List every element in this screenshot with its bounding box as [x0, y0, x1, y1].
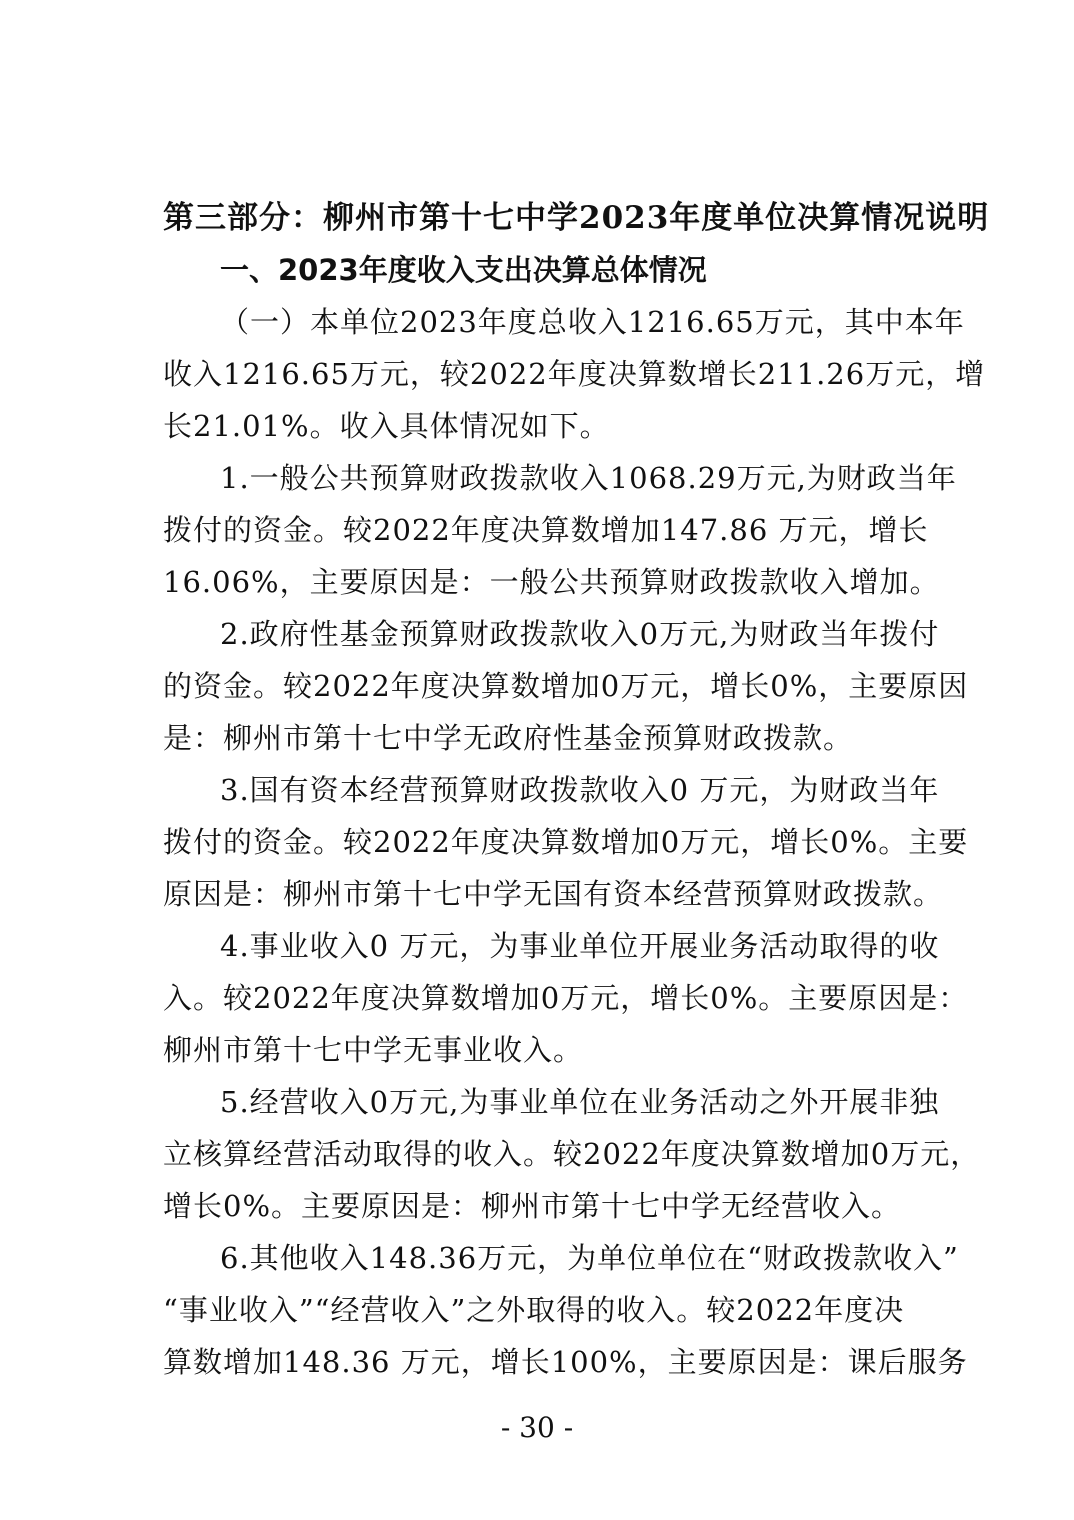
paragraph-line: （一）本单位2023年度总收入1216.65万元，其中本年 [220, 305, 965, 339]
section-heading: 一、2023年度收入支出决算总体情况 [220, 253, 707, 287]
paragraph-line: 4.事业收入0 万元，为事业单位开展业务活动取得的收 [220, 929, 940, 963]
paragraph-line: 5.经营收入0万元,为事业单位在业务活动之外开展非独 [220, 1085, 940, 1119]
paragraph-line: 入。较2022年度决算数增加0万元，增长0%。主要原因是： [163, 981, 969, 1015]
paragraph-line: 增长0%。主要原因是：柳州市第十七中学无经营收入。 [163, 1189, 902, 1223]
paragraph-line: “事业收入”“经营收入”之外取得的收入。较2022年度决 [163, 1293, 905, 1327]
paragraph-line: 的资金。较2022年度决算数增加0万元，增长0%，主要原因 [163, 669, 969, 703]
paragraph-line: 原因是：柳州市第十七中学无国有资本经营预算财政拨款。 [163, 877, 944, 911]
paragraph-line: 拨付的资金。较2022年度决算数增加0万元，增长0%。主要 [163, 825, 969, 859]
paragraph-line: 1.一般公共预算财政拨款收入1068.29万元,为财政当年 [220, 461, 957, 495]
paragraph-line: 长21.01%。收入具体情况如下。 [163, 409, 610, 443]
paragraph-line: 3.国有资本经营预算财政拨款收入0 万元，为财政当年 [220, 773, 940, 807]
paragraph-line: 收入1216.65万元，较2022年度决算数增长211.26万元，增 [163, 357, 986, 391]
paragraph-line: 6.其他收入148.36万元，为单位单位在“财政拨款收入” [220, 1241, 959, 1275]
paragraph-line: 柳州市第十七中学无事业收入。 [163, 1033, 584, 1067]
paragraph-line: 是：柳州市第十七中学无政府性基金预算财政拨款。 [163, 721, 854, 755]
paragraph-line: 2.政府性基金预算财政拨款收入0万元,为财政当年拨付 [220, 617, 940, 651]
paragraph-line: 算数增加148.36 万元，增长100%，主要原因是：课后服务 [163, 1345, 968, 1379]
page-number: - 30 - [500, 1411, 574, 1444]
paragraph-line: 立核算经营活动取得的收入。较2022年度决算数增加0万元， [163, 1137, 981, 1171]
paragraph-line: 拨付的资金。较2022年度决算数增加147.86 万元，增长 [163, 513, 929, 547]
document-title: 第三部分：柳州市第十七中学2023年度单位决算情况说明 [163, 200, 990, 236]
paragraph-line: 16.06%，主要原因是：一般公共预算财政拨款收入增加。 [163, 565, 940, 599]
